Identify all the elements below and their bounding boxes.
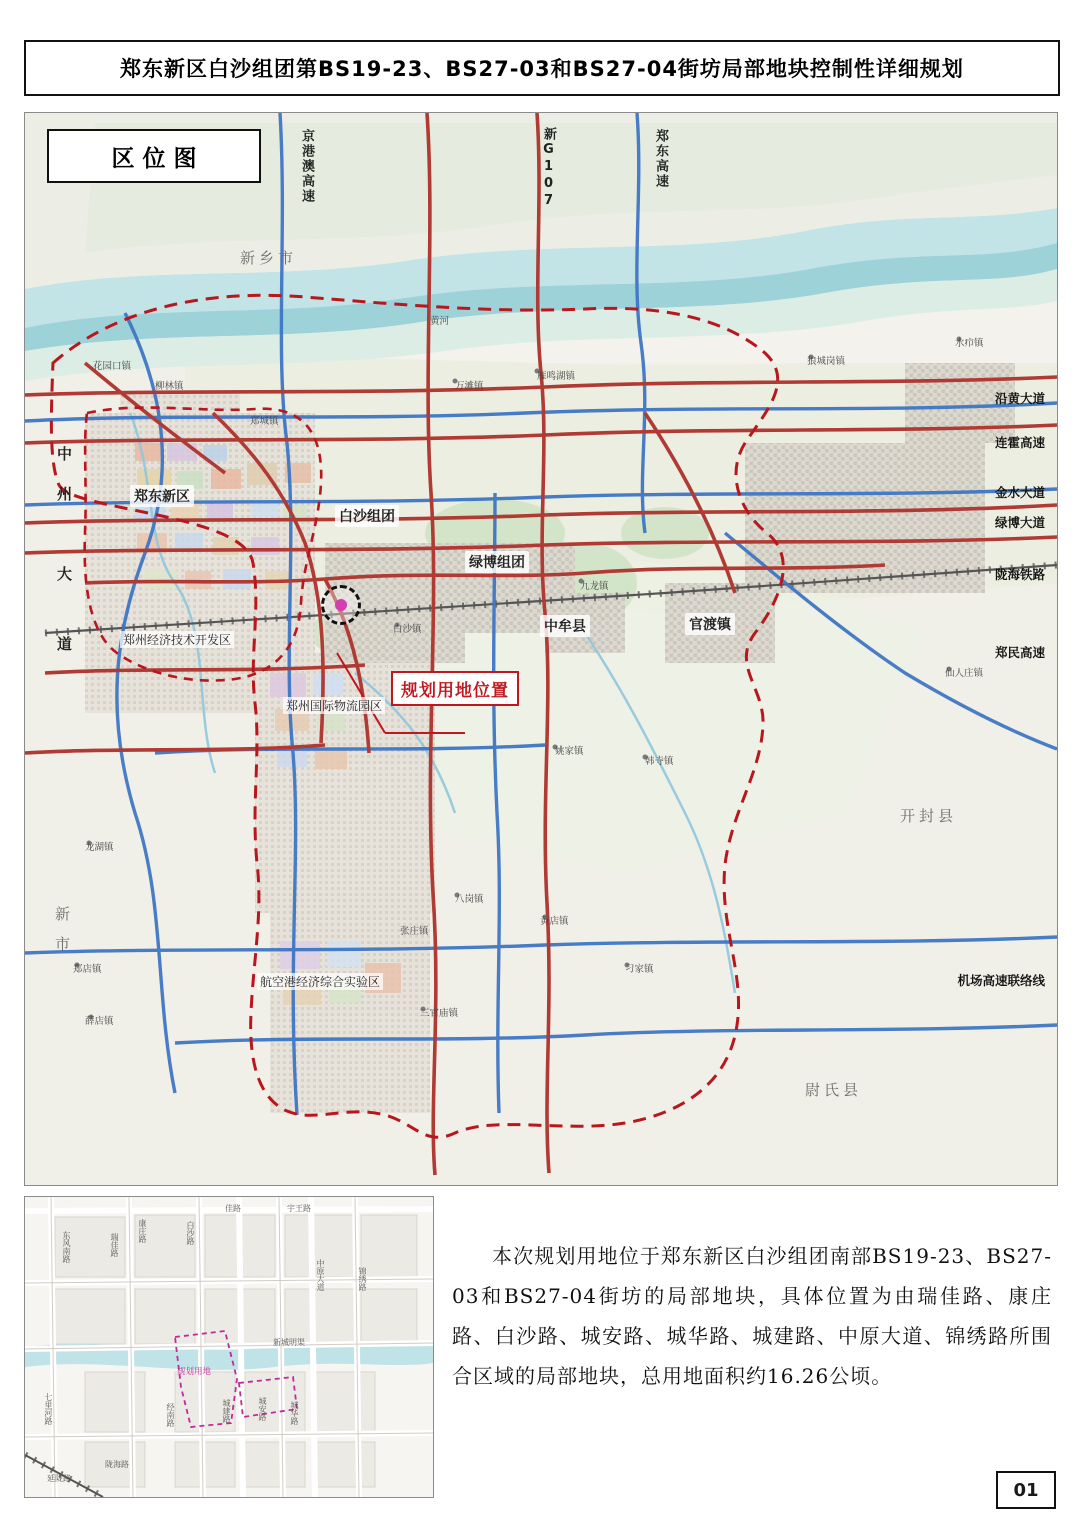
area-label-airport-economy-zone: 航空港经济综合实验区 [257, 973, 383, 990]
town-label-longhu: 龙湖镇 [85, 842, 114, 853]
area-label-logistics-park: 郑州国际物流园区 [283, 697, 385, 714]
town-label-diaojia: 刁家镇 [625, 964, 654, 975]
road-label-jinggangao: 京港澳高速 [299, 129, 314, 204]
road-label-zhongzhou-3: 大 [57, 565, 73, 583]
town-label-shuijie: 水疖镇 [955, 338, 984, 349]
town-label-xianrenzhuang: 仙人庄镇 [945, 668, 984, 679]
inset-road-jingnan: 经南路 [166, 1403, 175, 1427]
inset-road-dongfengnan: 东风南路 [62, 1231, 71, 1263]
area-label-economic-development-zone: 郑州经济技术开发区 [120, 631, 234, 648]
map-canvas [25, 113, 1057, 1185]
road-label-zhongzhou-1: 中 [57, 445, 73, 463]
area-label-zhongmou-county: 中牟县 [540, 615, 590, 637]
town-label-langchenggang: 狼城岗镇 [807, 356, 846, 367]
description-text: 本次规划用地位于郑东新区白沙组团南部BS19-23、BS27-03和BS27-04街坊的局部地块，具体位置为由瑞佳路、康庄路、白沙路、城安路、城华路、城建路、中原大道、锦绣路所围合区域的局部地块，总用地面积约16.26公顷。 [452, 1244, 1052, 1388]
road-label-lvbo-avenue: 绿博大道 [994, 515, 1045, 530]
inset-road-chenghua: 城华路 [290, 1401, 299, 1425]
inset-road-jia: 佳路 [225, 1204, 241, 1213]
page-number: 01 [1013, 1479, 1039, 1501]
description-block [452, 1236, 1052, 1396]
town-label-huangdian: 黄店镇 [540, 916, 569, 927]
planning-site-marker [321, 585, 361, 625]
road-label-new-g107: 新G107 [541, 127, 556, 210]
inset-road-kangzhuang: 康庄路 [138, 1219, 147, 1243]
county-label-kaifeng: 开封县 [900, 807, 958, 825]
town-label-liulin: 柳林镇 [155, 381, 184, 392]
town-label-zhengdian: 郑店镇 [73, 964, 102, 975]
inset-road-ruijia: 瑞佳路 [110, 1233, 119, 1257]
town-label-zhangzhuang: 张庄镇 [400, 926, 429, 937]
page-number-box [996, 1471, 1056, 1509]
inset-road-yanlong: 延陇路 [47, 1474, 71, 1483]
label-xin: 新 [55, 905, 75, 923]
area-label-baisha-cluster: 白沙组团 [335, 505, 399, 527]
site-detail-inset-map [24, 1196, 434, 1498]
area-label-guandu-town: 官渡镇 [685, 613, 735, 635]
town-label-baisha: 白沙镇 [393, 624, 422, 635]
road-label-lianhuo-expressway: 连霍高速 [994, 435, 1045, 450]
road-label-jinshui-avenue: 金水大道 [994, 485, 1045, 500]
town-label-bagang: 八岗镇 [455, 894, 484, 905]
town-label-wantan: 万滩镇 [455, 381, 484, 392]
town-label-hansi: 韩寺镇 [645, 756, 674, 767]
town-label-jiulong: 九龙镇 [580, 581, 609, 592]
road-label-zhongzhou-4: 道 [57, 635, 73, 653]
label-shi: 市 [55, 935, 75, 953]
road-label-yanhuang-avenue: 沿黄大道 [994, 391, 1045, 406]
document-title-box [24, 40, 1060, 96]
town-label-huayuankou: 花园口镇 [93, 361, 132, 372]
town-label-yaojia: 姚家镇 [555, 746, 584, 757]
inset-road-longhai: 陇海路 [105, 1460, 129, 1469]
inset-road-chengjian: 城建路 [222, 1399, 231, 1423]
road-label-zhengmin-expressway: 郑民高速 [994, 645, 1045, 660]
road-label-zhengdong-expressway: 郑东高速 [653, 129, 668, 189]
inset-road-chengan: 城安路 [258, 1397, 267, 1421]
inset-road-baisha: 白沙路 [186, 1221, 195, 1245]
location-map-panel [24, 112, 1058, 1186]
town-label-zhengcheng: 郑城镇 [250, 416, 279, 427]
town-label-sanguanmiao: 三官庙镇 [420, 1008, 459, 1019]
inset-canal-xinchengmingqu: 新城明渠 [273, 1338, 305, 1347]
town-label-xuedian: 薛店镇 [85, 1016, 114, 1027]
city-label-xinxiang: 新乡市 [240, 249, 298, 267]
page-title: 郑东新区白沙组团第BS19-23、BS27-03和BS27-04街坊局部地块控制性详细规划 [120, 57, 964, 81]
map-panel-label: 区位图 [111, 145, 205, 172]
inset-road-qilihe: 七里河路 [44, 1393, 53, 1425]
road-label-zhongzhou-2: 州 [57, 485, 73, 503]
inset-site-label: 规划用地 [177, 1367, 212, 1377]
area-label-zhengdong-new-district: 郑东新区 [130, 485, 194, 507]
river-label-yellow-river: 黄河 [430, 316, 450, 327]
area-label-lvbo-cluster: 绿博组团 [465, 551, 529, 573]
inset-road-yuwang: 宇王路 [287, 1204, 311, 1213]
county-label-weishi: 尉氏县 [805, 1081, 863, 1099]
town-label-yanminghu: 雁鸣湖镇 [537, 371, 576, 382]
map-panel-label-box [47, 129, 261, 183]
road-label-longhai-railway: 陇海铁路 [994, 567, 1045, 582]
road-label-airport-expressway-link: 机场高速联络线 [957, 973, 1045, 988]
inset-road-zhongyuan-avenue: 中原大道 [316, 1259, 325, 1291]
inset-road-jinxiu: 锦绣路 [358, 1267, 367, 1291]
planning-site-callout: 规划用地位置 [391, 671, 519, 706]
